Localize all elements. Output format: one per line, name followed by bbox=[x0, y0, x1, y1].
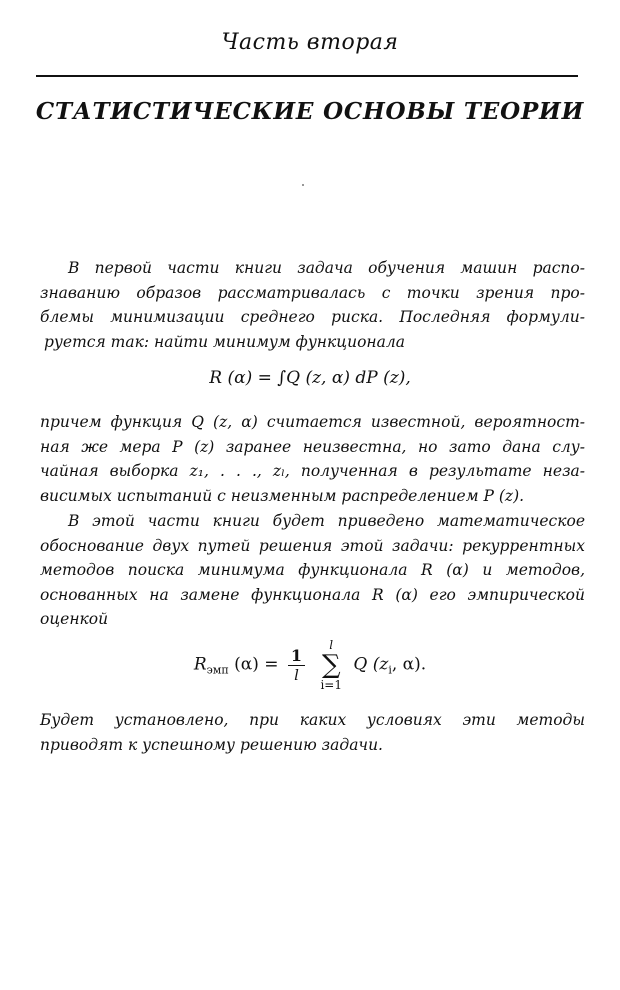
formula-lhs: R bbox=[193, 654, 207, 675]
text-line: основанных на замене функционала R (α) его эмпирической bbox=[40, 585, 585, 604]
header-rule bbox=[36, 75, 578, 77]
text-line: приводят к успешному решению задачи. bbox=[40, 735, 383, 754]
text-line: В этой части книги будет приведено математическое bbox=[68, 512, 585, 530]
paragraph-2 bbox=[40, 410, 585, 508]
text-line: Будет установлено, при каких условиях эти методы bbox=[40, 711, 585, 729]
sum-upper-limit: l bbox=[329, 638, 334, 652]
text-line: чайная выборка z₁, . . ., zₗ, полученная в результате неза- bbox=[40, 462, 585, 481]
sum-symbol: ∑ bbox=[321, 650, 341, 680]
formula-empirical-risk bbox=[0, 638, 620, 692]
paragraph-4 bbox=[40, 708, 585, 757]
formula-fraction bbox=[288, 647, 305, 684]
text-line: ная же мера P (z) заранее неизвестна, но зато дана слу- bbox=[40, 437, 585, 456]
paragraph-3 bbox=[40, 509, 585, 632]
sum-lower-limit: i=1 bbox=[320, 678, 342, 692]
paragraph-1 bbox=[40, 256, 585, 354]
summation bbox=[320, 638, 342, 692]
part-title: Часть вторая bbox=[221, 30, 399, 55]
formula-rhs-subscript: i bbox=[388, 663, 392, 677]
text-line: оценкой bbox=[40, 610, 109, 629]
fraction-denominator: l bbox=[294, 665, 299, 684]
text-line: висимых испытаний с неизменным распределением P (z). bbox=[40, 486, 525, 505]
text-line: методов поиска минимума функционала R (α) и методов, bbox=[40, 561, 585, 580]
formula-rhs-end: , α). bbox=[391, 654, 427, 675]
text-line: знаванию образов рассматривалась с точки зрения про- bbox=[40, 283, 585, 302]
text-line: обоснование двух путей решения этой задачи: рекуррентных bbox=[40, 536, 585, 555]
formula-risk: R (α) = ∫Q (z, α) dP (z), bbox=[209, 368, 411, 388]
text-line: руется так: найти минимум функционала bbox=[44, 332, 405, 351]
formula-rhs: Q (z bbox=[353, 654, 389, 675]
text-line: причем функция Q (z, α) считается известной, вероятност- bbox=[40, 413, 585, 431]
text-line: В первой части книги задача обучения машин распо- bbox=[68, 259, 585, 277]
text-line: блемы минимизации среднего риска. Последняя формули- bbox=[40, 308, 585, 327]
formula-lhs-subscript: эмп bbox=[206, 663, 229, 677]
fraction-numerator: 1 bbox=[288, 647, 305, 666]
print-speck bbox=[302, 184, 304, 186]
section-title: СТАТИСТИЧЕСКИЕ ОСНОВЫ ТЕОРИИ bbox=[35, 98, 585, 125]
formula-lhs-arg: (α) = bbox=[234, 654, 279, 675]
